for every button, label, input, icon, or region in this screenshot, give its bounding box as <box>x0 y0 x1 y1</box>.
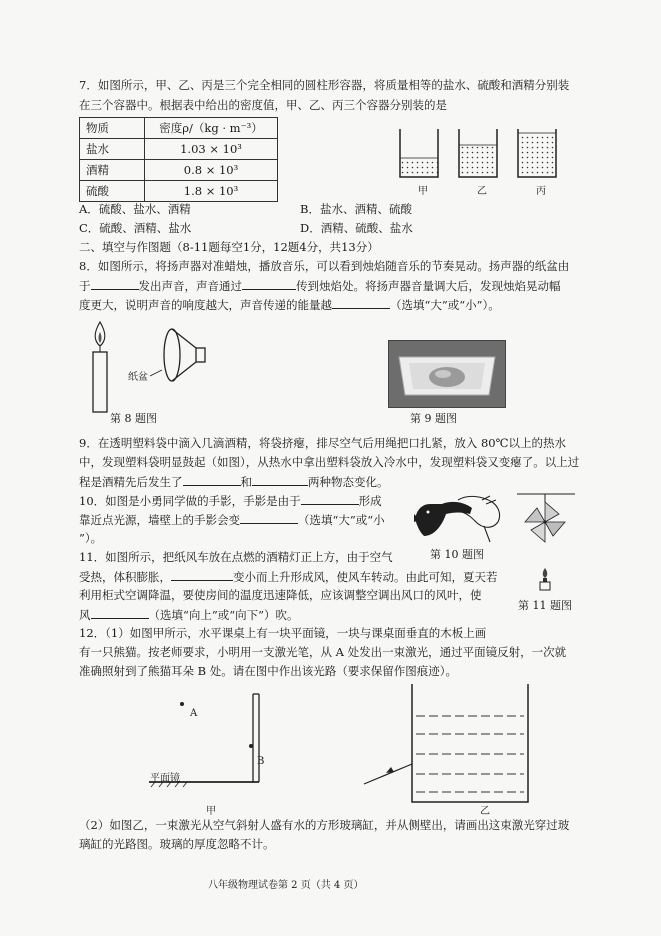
mirror-label: 平面镜 <box>150 773 180 784</box>
answer-blank[interactable] <box>91 277 139 290</box>
fig8-candle-speaker <box>80 318 240 418</box>
speaker-icon <box>150 329 205 381</box>
laser-beam <box>364 764 412 784</box>
q8-text: （选填“大”或“小”）。 <box>390 298 500 312</box>
answer-blank[interactable] <box>91 606 149 619</box>
fig10-hand-shadow <box>412 492 508 548</box>
q11-text: 受热，体积膨胀， <box>79 570 171 584</box>
table-cell: 盐水 <box>80 139 145 160</box>
q9-line3 <box>79 473 389 490</box>
q10-text: 靠近点光源，墙壁上的手影会变 <box>79 513 240 527</box>
glass-tank <box>412 684 528 802</box>
q9-text: 和 <box>240 475 252 489</box>
q11-line1: 11．如图所示，把纸风车放在点燃的酒精灯正上方，由于空气 <box>79 550 393 564</box>
table-cell: 1.8 × 10³ <box>145 181 278 202</box>
tray-with-bag-icon <box>395 351 499 401</box>
q9-text: 两种物态变化。 <box>308 475 389 489</box>
q7-option-b: B．盐水、酒精、硫酸 <box>300 202 412 216</box>
fig9-photo <box>388 340 506 408</box>
q10-text: 10．如图是小勇同学做的手影，手影是由于 <box>79 494 301 508</box>
q12-line2: 有一只熊猫。按老师要求，小明用一支激光笔，从 A 处发出一束激光，通过平面镜反射，一次就 <box>79 645 567 659</box>
q12-part2-line1: （2）如图乙，一束激光从空气斜射人盛有水的方形玻璃缸，并从侧壁出，请画出这束激光穿过玻 <box>79 818 570 832</box>
q9-line1: 9．在透明塑料袋中滴入几滴酒精，将袋挤瘪，排尽空气后用绳把口扎紧，放入 80℃以上的热水 <box>79 436 566 450</box>
table-cell: 硫酸 <box>80 181 145 202</box>
density-table <box>79 117 278 202</box>
q11-text: （选填“向上”或“向下”）吹。 <box>148 608 299 622</box>
fig8-caption: 第 8 题图 <box>110 412 157 425</box>
table-cell: 酒精 <box>80 160 145 181</box>
q8-line1: 8．如图所示，将扬声器对准蜡烛，播放音乐，可以看到烛焰随音乐的节奏晃动。扬声器的纸盆由 <box>79 259 570 273</box>
table-row <box>80 118 278 139</box>
label-a: A <box>190 708 198 719</box>
answer-blank[interactable] <box>183 473 241 486</box>
table-row <box>80 160 278 181</box>
answer-blank[interactable] <box>252 473 308 486</box>
q8-text: 传到烛焰处。将扬声器音量调大后，发现烛焰晃动幅 <box>296 279 561 293</box>
q7-line1: 7．如图所示，甲、乙、丙是三个完全相同的圆柱形容器，将质量相等的盐水、硫酸和酒精分别装 <box>79 78 570 92</box>
q10-line3: ”）。 <box>79 531 103 545</box>
q12-line1: 12．（1）如图甲所示，水平课桌上有一块平面镜，一块与课桌面垂直的木板上画 <box>79 626 487 640</box>
q8-text: 于 <box>79 279 91 293</box>
q9-text: 程是酒精先后发生了 <box>79 475 183 489</box>
alcohol-lamp-icon <box>540 568 550 590</box>
fig11-caption: 第 11 题图 <box>518 599 572 612</box>
q7-option-a: A．硫酸、盐水、酒精 <box>79 202 191 216</box>
fig-jia-label: 甲 <box>206 806 216 817</box>
container-label-bing: 丙 <box>536 186 546 197</box>
pinwheel-icon <box>517 494 575 542</box>
fig10-caption: 第 10 题图 <box>430 548 484 561</box>
q11-line4 <box>79 606 299 623</box>
answer-blank[interactable] <box>242 277 296 290</box>
q7-option-c: C．硫酸、酒精、盐水 <box>79 221 192 235</box>
page-footer: 八年级物理试卷第 2 页（共 4 页） <box>208 880 364 891</box>
q11-text: 变小而上升形成风，使风车转动。由此可知，夏天若 <box>233 570 498 584</box>
container-jia <box>400 129 438 177</box>
fig-yi-label: 乙 <box>480 806 490 817</box>
q10-text: 形成 <box>358 494 382 508</box>
section-heading: 二、填空与作图题（8-11题每空1分，12题4分，共13分） <box>79 240 379 254</box>
fig11-pinwheel-lamp <box>505 488 585 596</box>
water-surface-lines <box>416 716 524 792</box>
q11-line3: 利用柜式空调降温，要使房间的温度迅速降低，应该调整空调出风口的风叶，使 <box>79 588 482 602</box>
q9-line2: 中，发现塑料袋明显鼓起（如图），从热水中拿出塑料袋放入冷水中，发现塑料袋又变瘪了。以上过 <box>79 455 580 469</box>
point-a-marker <box>180 702 184 706</box>
wooden-board <box>253 694 259 782</box>
q10-line2 <box>79 511 385 528</box>
point-b-marker <box>249 744 253 748</box>
container-bing <box>518 129 556 177</box>
fig-jia-mirror-board <box>145 690 285 802</box>
q11-text: 风 <box>79 608 91 622</box>
q8-text: 发出声音，声音通过 <box>138 279 242 293</box>
paper-cone-label: 纸盆 <box>128 372 148 383</box>
table-cell: 1.03 × 10³ <box>145 139 278 160</box>
q11-line2 <box>79 568 498 585</box>
hand-icon <box>458 496 500 542</box>
table-header-density: 密度ρ/（kg · m⁻³） <box>145 118 278 139</box>
answer-blank[interactable] <box>332 296 390 309</box>
fig-yi-water-tank <box>360 680 540 806</box>
q8-line3 <box>79 296 500 313</box>
fig9-caption: 第 9 题图 <box>410 412 457 425</box>
q8-line2 <box>79 277 561 294</box>
label-b: B <box>257 756 265 767</box>
container-label-jia: 甲 <box>418 186 428 197</box>
q12-line3: 准确照射到了熊猫耳朵 B 处。请在图中作出该光路（要求保留作图痕迹）。 <box>79 664 458 678</box>
q7-line2: 在三个容器中。根据表中给出的密度值，甲、乙、丙三个容器分别装的是 <box>79 98 447 112</box>
container-label-yi: 乙 <box>477 186 487 197</box>
candle-icon <box>93 322 107 412</box>
q10-text: （选填“大”或“小 <box>298 513 385 527</box>
answer-blank[interactable] <box>301 492 359 505</box>
hand-shadow-icon <box>414 502 472 536</box>
answer-blank[interactable] <box>171 568 233 581</box>
table-header-substance: 物质 <box>80 118 145 139</box>
answer-blank[interactable] <box>240 511 298 524</box>
table-cell: 0.8 × 10³ <box>145 160 278 181</box>
q12-part2-line2: 璃缸的光路图。玻璃的厚度忽略不计。 <box>79 837 275 851</box>
container-yi <box>459 129 497 177</box>
q8-text: 度更大，说明声音的响度越大，声音传递的能量越 <box>79 298 332 312</box>
q7-option-d: D．酒精、硫酸、盐水 <box>300 221 413 235</box>
table-row <box>80 181 278 202</box>
q10-line1 <box>79 492 382 509</box>
table-row <box>80 139 278 160</box>
